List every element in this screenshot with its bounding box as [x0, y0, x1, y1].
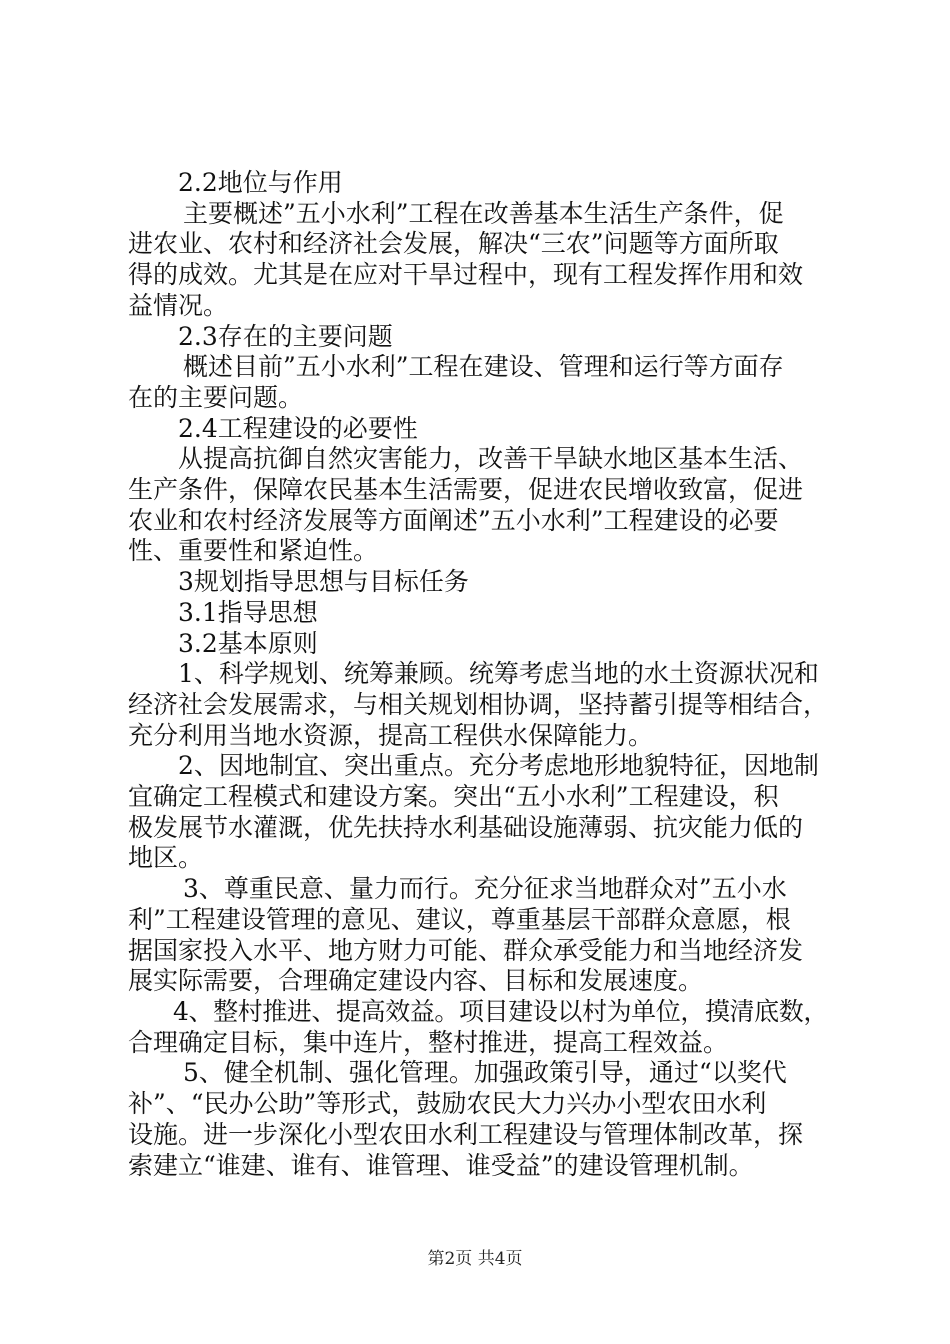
- text-line: 从提高抗御自然灾害能力，改善干旱缺水地区基本生活、: [178, 444, 804, 474]
- text-line: 1、科学规划、统筹兼顾。统筹考虑当地的水土资源状况和: [178, 659, 819, 689]
- text-line: 生产条件，保障农民基本生活需要，促进农民增收致富，促进: [128, 475, 804, 505]
- text-line: 2.4工程建设的必要性: [178, 413, 418, 443]
- text-line: 2.2地位与作用: [178, 168, 343, 197]
- text-line: 据国家投入水平、地方财力可能、群众承受能力和当地经济发: [128, 935, 804, 965]
- text-line: 农业和农村经济发展等方面阐述”五小水利”工程建设的必要: [128, 505, 779, 535]
- text-line: 5、健全机制、强化管理。加强政策引导，通过“以奖代: [183, 1058, 787, 1088]
- text-line: 设施。进一步深化小型农田水利工程建设与管理体制改革，探: [128, 1119, 804, 1149]
- text-line: 利”工程建设管理的意见、建议，尊重基层干部群众意愿，根: [128, 904, 791, 934]
- text-line: 补”、“民办公助”等形式，鼓励农民大力兴办小型农田水利: [128, 1089, 767, 1119]
- text-line: 益情况。: [128, 290, 229, 320]
- page-footer: 第2页 共4页: [427, 1249, 523, 1269]
- text-line: 得的成效。尤其是在应对干旱过程中，现有工程发挥作用和效: [128, 260, 804, 290]
- text-line: 极发展节水灌溉，优先扶持水利基础设施薄弱、抗灾能力低的: [128, 812, 804, 842]
- text-line: 3.2基本原则: [178, 628, 318, 658]
- text-line: 3规划指导思想与目标任务: [178, 567, 469, 597]
- text-line: 经济社会发展需求，与相关规划相协调，坚持蓄引提等相结合，: [128, 689, 829, 719]
- text-line: 4、整村推进、提高效益。项目建设以村为单位，摸清底数，: [173, 996, 828, 1026]
- text-line: 充分利用当地水资源，提高工程供水保障能力。: [128, 720, 654, 750]
- text-line: 合理确定目标，集中连片，整村推进，提高工程效益。: [128, 1027, 729, 1057]
- text-line: 2、因地制宜、突出重点。充分考虑地形地貌特征，因地制: [178, 751, 819, 781]
- text-line: 地区。: [128, 843, 204, 873]
- text-line: 主要概述”五小水利”工程在改善基本生活生产条件，促: [183, 198, 784, 228]
- text-line: 性、重要性和紧迫性。: [128, 536, 379, 566]
- text-line: 2.3存在的主要问题: [178, 321, 393, 351]
- text-line: 索建立“谁建、谁有、谁管理、谁受益”的建设管理机制。: [128, 1150, 754, 1180]
- text-line: 展实际需要，合理确定建设内容、目标和发展速度。: [128, 966, 704, 996]
- document-body: [128, 168, 828, 1181]
- text-line: 3、尊重民意、量力而行。充分征求当地群众对”五小水: [183, 874, 787, 904]
- text-line: 概述目前”五小水利”工程在建设、管理和运行等方面存: [183, 352, 784, 382]
- text-line: 3.1指导思想: [178, 597, 318, 627]
- text-line: 在的主要问题。: [128, 382, 304, 412]
- text-line: 宜确定工程模式和建设方案。突出“五小水利”工程建设，积: [128, 782, 779, 812]
- text-line: 进农业、农村和经济社会发展，解决“三农”问题等方面所取: [128, 229, 779, 259]
